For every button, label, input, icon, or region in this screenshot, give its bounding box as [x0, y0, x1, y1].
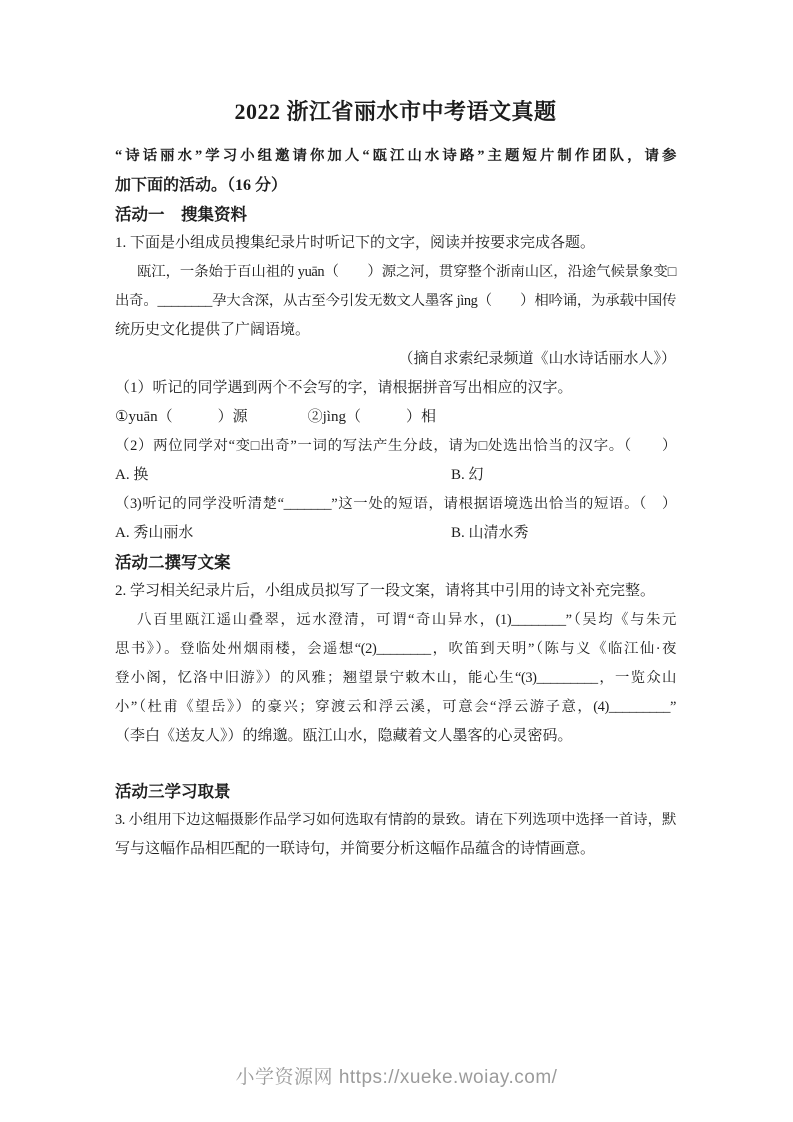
q1-sub1-items: ①yuān（ ）源 ②jìng（ ）相 [115, 409, 436, 425]
activity2-heading: 活动二撰写文案 [115, 553, 231, 572]
passage-line-1: 瓯江，一条始于百山祖的 yuān（ ）源之河，贯穿整个浙南山区，沿途气候景象变□ [137, 264, 676, 280]
q1-sub2-option-a: A. 换 [115, 467, 149, 483]
essay-line-4: 小”（杜甫《望岳》）的豪兴；穿渡云和浮云溪，可意会“浮云游子意，(4)_________” [115, 699, 676, 715]
q1-sub1-stem: （1）听记的同学遇到两个不会写的字，请根据拼音写出相应的汉字。 [115, 380, 573, 396]
q1-sub3-option-b: B. 山清水秀 [451, 525, 529, 541]
question3-line-1: 3. 小组用下边这幅摄影作品学习如何选取有情韵的景致。请在下列选项中选择一首诗，默 [115, 812, 676, 828]
intro-line-1: “诗话丽水”学习小组邀请你加人“瓯江山水诗路”主题短片制作团队，请参 [115, 148, 676, 164]
q1-sub2-stem: （2）两位同学对“变□出奇”一词的写法产生分歧，请为□处选出恰当的汉字。（ ） [115, 438, 676, 454]
passage-line-3: 统历史文化提供了广阔语境。 [115, 322, 311, 338]
page-title: 2022 浙江省丽水市中考语文真题 [234, 99, 557, 124]
activity3-heading: 活动三学习取景 [115, 782, 231, 801]
passage-source: （摘自求索纪录频道《山水诗话丽水人》） [398, 351, 676, 367]
activity1-heading: 活动一 搜集资料 [115, 205, 247, 224]
q1-sub2-option-b: B. 幻 [451, 467, 484, 483]
question3-line-2: 写与这幅作品相匹配的一联诗句，并简要分析这幅作品蕴含的诗情画意。 [115, 841, 596, 857]
essay-line-5: （李白《送友人》）的绵邈。瓯江山水，隐藏着文人墨客的心灵密码。 [115, 728, 573, 744]
essay-line-3: 登小阁，忆洛中旧游》）的风雅；翘望景宁敕木山，能心生“(3)_________，一览众山 [115, 670, 676, 686]
intro-line-2: 加下面的活动。（16 分） [115, 177, 288, 194]
passage-line-2: 出奇。________孕大含深，从古至今引发无数文人墨客 jìng（ ）相吟诵，为承载中国传 [115, 293, 676, 309]
q1-sub3-option-a: A. 秀山丽水 [115, 525, 194, 541]
watermark-footer: 小学资源网 https://xueke.woiay.com/ [235, 1067, 558, 1088]
q1-sub3-stem: （3)听记的同学没听清楚“_______”这一处的短语，请根据语境选出恰当的短语。（ ） [115, 496, 676, 512]
q1-sub2-options [115, 461, 676, 490]
essay-line-2: 思书》）。登临处州烟雨楼，会遥想“(2)________，吹笛到天明”（陈与义《临江仙·夜 [115, 641, 676, 657]
question1-stem: 1. 下面是小组成员搜集纪录片时听记下的文字，阅读并按要求完成各题。 [115, 235, 596, 251]
q1-sub3-options [115, 519, 676, 548]
essay-line-1: 八百里瓯江遥山叠翠，远水澄清，可谓“奇山异水，(1)________”（吴均《与朱元 [137, 612, 676, 628]
question2-stem: 2. 学习相关纪录片后，小组成员拟写了一段文案，请将其中引用的诗文补充完整。 [115, 583, 656, 599]
